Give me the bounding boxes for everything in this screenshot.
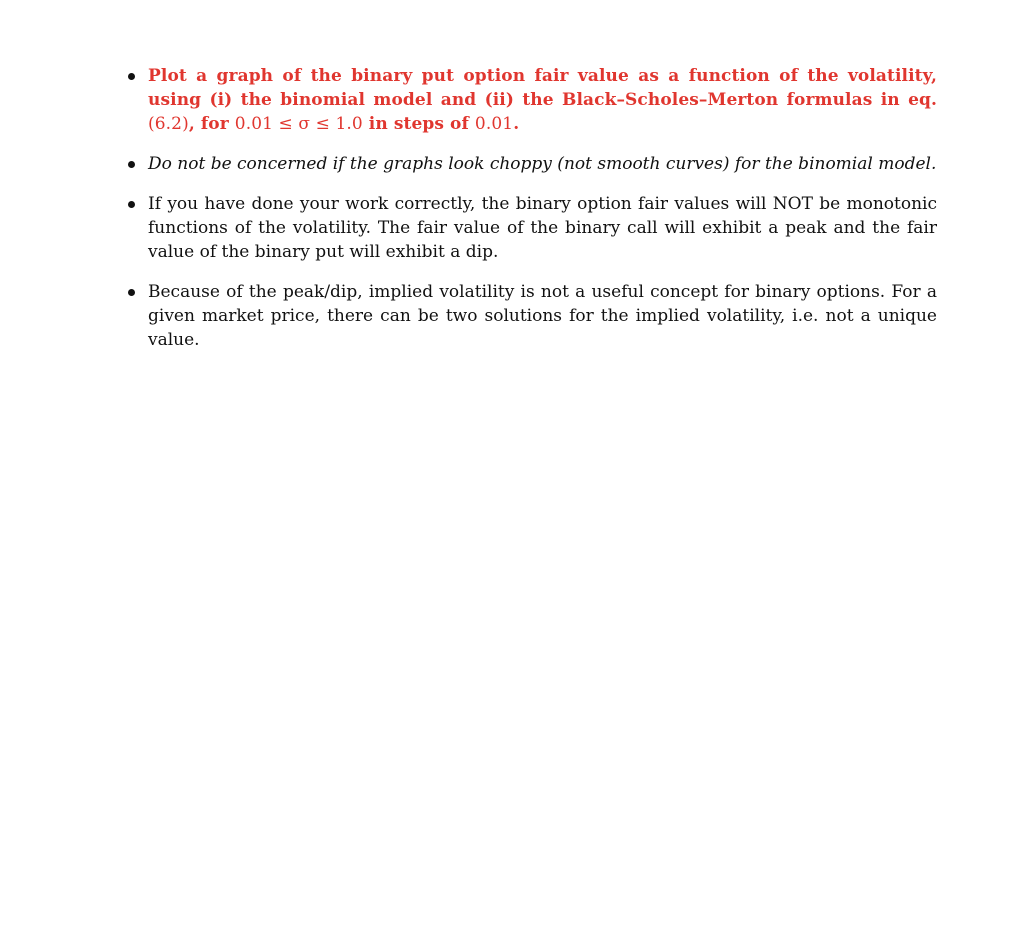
bullet-item-implied-vol-note (125, 280, 937, 352)
bullet-dot-icon (128, 161, 135, 168)
bullet-dot-icon (128, 289, 135, 296)
bullet-list (125, 64, 937, 368)
task-text-part2: , for (188, 114, 235, 134)
bullet-item-monotonic-note (125, 192, 937, 264)
choppy-note-text: Do not be concerned if the graphs look choppy (not smooth curves) for the binomial model. (148, 154, 937, 174)
equation-reference: (6.2) (148, 114, 189, 134)
task-text (148, 66, 937, 134)
monotonic-note-text: If you have done your work correctly, the binary option fair values will NOT be monotonic functions of the volatility. The fair value of the binary call will exhibit a peak and the fair value of the binary put will exhibit a dip. (148, 194, 937, 262)
step-size: 0.01 (474, 114, 514, 134)
bullet-dot-icon (128, 201, 135, 208)
bullet-dot-icon (128, 73, 135, 80)
task-text-period: . (513, 114, 520, 134)
task-text-part3: in steps of (362, 114, 475, 134)
bullet-item-choppy-note (125, 152, 937, 176)
bullet-item-task (125, 64, 937, 136)
task-text-part1: Plot a graph of the binary put option fair value as a function of the volatility, using (i) the binomial model and (ii) the Black–Scholes–Merton formulas in eq. (148, 66, 937, 110)
volatility-range: 0.01 ≤ σ ≤ 1.0 (234, 114, 363, 134)
implied-vol-note-text: Because of the peak/dip, implied volatility is not a useful concept for binary options. For a given market price, there can be two solutions for the implied volatility, i.e. not a unique value. (148, 282, 937, 350)
